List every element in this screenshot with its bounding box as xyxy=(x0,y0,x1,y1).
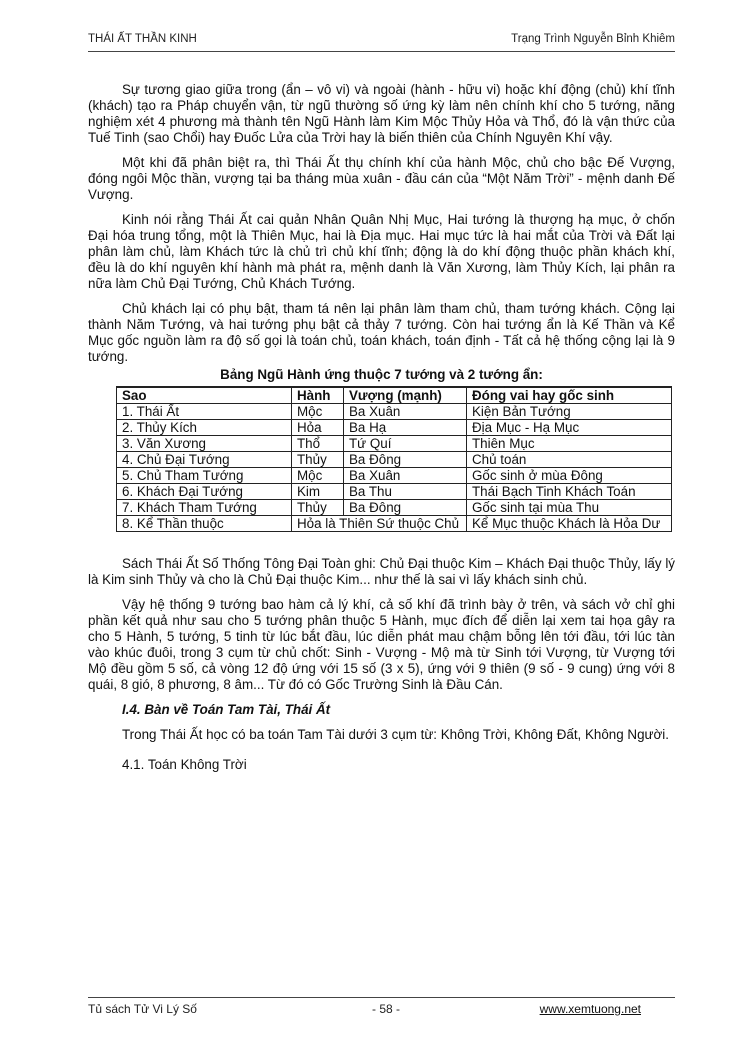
table-cell: Mộc xyxy=(292,468,344,484)
table-cell: Thái Bạch Tinh Khách Toán xyxy=(467,484,672,500)
table-cell: Ba Đông xyxy=(344,452,467,468)
table-cell: Gốc sinh ở mùa Đông xyxy=(467,468,672,484)
table-cell: Thổ xyxy=(292,436,344,452)
table-cell: 7. Khách Tham Tướng xyxy=(117,500,292,516)
table-cell: Gốc sinh tại mùa Thu xyxy=(467,500,672,516)
paragraph: Trong Thái Ất học có ba toán Tam Tài dưới 3 cụm từ: Không Trời, Không Đất, Không Người. xyxy=(122,727,669,742)
table-row xyxy=(117,452,672,468)
paragraph: Sách Thái Ất Số Thống Tông Đại Toàn ghi: Chủ Đại thuộc Kim – Khách Đại thuộc Thủy, lấy lý là Kim sinh Thủy và cho là Chủ Đại thuộc Kim... như thế là sai vì lấy khách sinh chủ. xyxy=(88,556,675,587)
table-cell: Kể Mục thuộc Khách là Hỏa Dư xyxy=(467,516,672,532)
subsection-heading: 4.1. Toán Không Trời xyxy=(122,757,247,772)
table-row xyxy=(117,484,672,500)
website-link[interactable]: www.xemtuong.net xyxy=(539,1002,641,1016)
paragraph: Một khi đã phân biệt ra, thì Thái Ất thụ chính khí của hành Mộc, chủ cho bậc Đế Vượng, đóng ngôi Mộc thần, vượng tại ba tháng mùa xuân - đầu cán của “Một Năm Trời” - mệnh danh Đế Vượng. xyxy=(88,155,675,202)
table-row xyxy=(117,420,672,436)
table-cell: 2. Thủy Kích xyxy=(117,420,292,436)
table-cell: Ba Xuân xyxy=(344,404,467,420)
page-number: - 58 - xyxy=(372,1002,401,1016)
table-caption: Bảng Ngũ Hành ứng thuộc 7 tướng và 2 tướng ẩn: xyxy=(220,367,543,382)
ngu-hanh-table xyxy=(116,386,672,532)
table-row xyxy=(117,404,672,420)
table-cell: Địa Mục - Hạ Mục xyxy=(467,420,672,436)
table-row xyxy=(117,436,672,452)
column-header: Sao xyxy=(117,387,292,404)
table-cell: Ba Xuân xyxy=(344,468,467,484)
table-cell: Ba Hạ xyxy=(344,420,467,436)
table-row xyxy=(117,516,672,532)
column-header: Đóng vai hay gốc sinh xyxy=(467,387,672,404)
paragraph: Kinh nói rằng Thái Ất cai quản Nhân Quân Nhị Mục, Hai tướng là thượng hạ mục, ở chốn Đại hóa trung tổng, một là Thiên Mục, hai là Địa mục. Hai mục tức là hai mắt của Trời và Đất lại phân làm chủ, làm Khách tức là chủ trì chủ khí tĩnh; động là do khí động thuộc phần khách khí, đều là do khí nguyên khí hành mà phát ra, mệnh danh là Văn Xương, làm Thủy Kích, lại phân ra nữa làm Chủ Đại Tướng, Chủ Khách Tướng. xyxy=(88,212,675,291)
section-heading: I.4. Bàn về Toán Tam Tài, Thái Ất xyxy=(122,702,331,717)
header-divider xyxy=(88,51,675,52)
table-cell: 8. Kể Thần thuộc xyxy=(117,516,292,532)
page-content xyxy=(88,82,675,782)
table-header-row xyxy=(117,387,672,404)
table-cell: Kiện Bản Tướng xyxy=(467,404,672,420)
table-cell: 1. Thái Ất xyxy=(117,404,292,420)
footer-divider xyxy=(88,997,675,998)
table-cell: Chủ toán xyxy=(467,452,672,468)
paragraph: Vậy hệ thống 9 tướng bao hàm cả lý khí, cả số khí đã trình bày ở trên, và sách vở chỉ ghi phần kết quả như sau cho 5 tướng phân thuộc 5 Hành, mục đích để diễn lại xem tai họa gây ra cho 5 Hành, 5 tướng, 5 tinh từ lúc bắt đầu, lúc diễn phát mau chậm bỗng lên tới đầu, tới lúc tàn vào khúc đuôi, trong 3 cụm từ chủ chốt: Sinh - Vượng - Mộ mà từ Sinh tới Vượng, từ Vượng tới Mộ đều gồm 5 số, cả vòng 12 độ ứng với 15 số (3 x 5), ứng với 9 thiên (9 số - 9 cung) ứng với 8 quái, 8 gió, 8 phương, 8 âm... Từ đó có Gốc Trường Sinh là Đầu Cán. xyxy=(88,597,675,692)
table-row xyxy=(117,468,672,484)
author-name: Trạng Trình Nguyễn Bỉnh Khiêm xyxy=(511,33,675,45)
column-header: Vượng (mạnh) xyxy=(344,387,467,404)
table-cell: 4. Chủ Đại Tướng xyxy=(117,452,292,468)
table-cell: Thủy xyxy=(292,452,344,468)
table-cell: Ba Đông xyxy=(344,500,467,516)
column-header: Hành xyxy=(292,387,344,404)
page-header xyxy=(88,33,675,45)
table-cell: Thủy xyxy=(292,500,344,516)
series-name: Tủ sách Tử Vi Lý Số xyxy=(88,1002,197,1016)
table-row xyxy=(117,500,672,516)
table-cell: Ba Thu xyxy=(344,484,467,500)
table-cell: Thiên Mục xyxy=(467,436,672,452)
table-cell: Mộc xyxy=(292,404,344,420)
table-cell: 6. Khách Đại Tướng xyxy=(117,484,292,500)
table-cell: Hỏa là Thiên Sứ thuộc Chủ xyxy=(292,516,467,532)
paragraph: Sự tương giao giữa trong (ẩn – vô vi) và ngoài (hành - hữu vi) hoặc khí động (chủ) khí tĩnh (khách) tạo ra Pháp chuyển vận, từ ngũ thường số ứng kỳ làm nên chính khí cho 5 tướng, năng nghiệm xét 4 phương mà thành tên Ngũ Hành làm Kim Mộc Thủy Hỏa và Thổ, đó là vận thức của Tuế Tinh (sao Chổi) hay Đuốc Lửa của Trời hay là biến thiên của Chính Nguyên Khí vậy. xyxy=(88,82,675,145)
table-cell: Kim xyxy=(292,484,344,500)
table-cell: Hỏa xyxy=(292,420,344,436)
table-cell: 3. Văn Xương xyxy=(117,436,292,452)
table-cell: Tứ Quí xyxy=(344,436,467,452)
book-title: THÁI ẤT THẦN KINH xyxy=(88,33,197,45)
table-cell: 5. Chủ Tham Tướng xyxy=(117,468,292,484)
paragraph: Chủ khách lại có phụ bật, tham tá nên lại phân làm tham chủ, tham tướng khách. Cộng lại thành Năm Tướng, và hai tướng phụ bật cả thảy 7 tướng. Còn hai tướng ẩn là Kế Thần và Kể Mục gốc nguồn làm ra độ số gọi là toán chủ, toán khách, toán định - Tất cả hệ thống cộng lại là 9 tướng. xyxy=(88,301,675,364)
